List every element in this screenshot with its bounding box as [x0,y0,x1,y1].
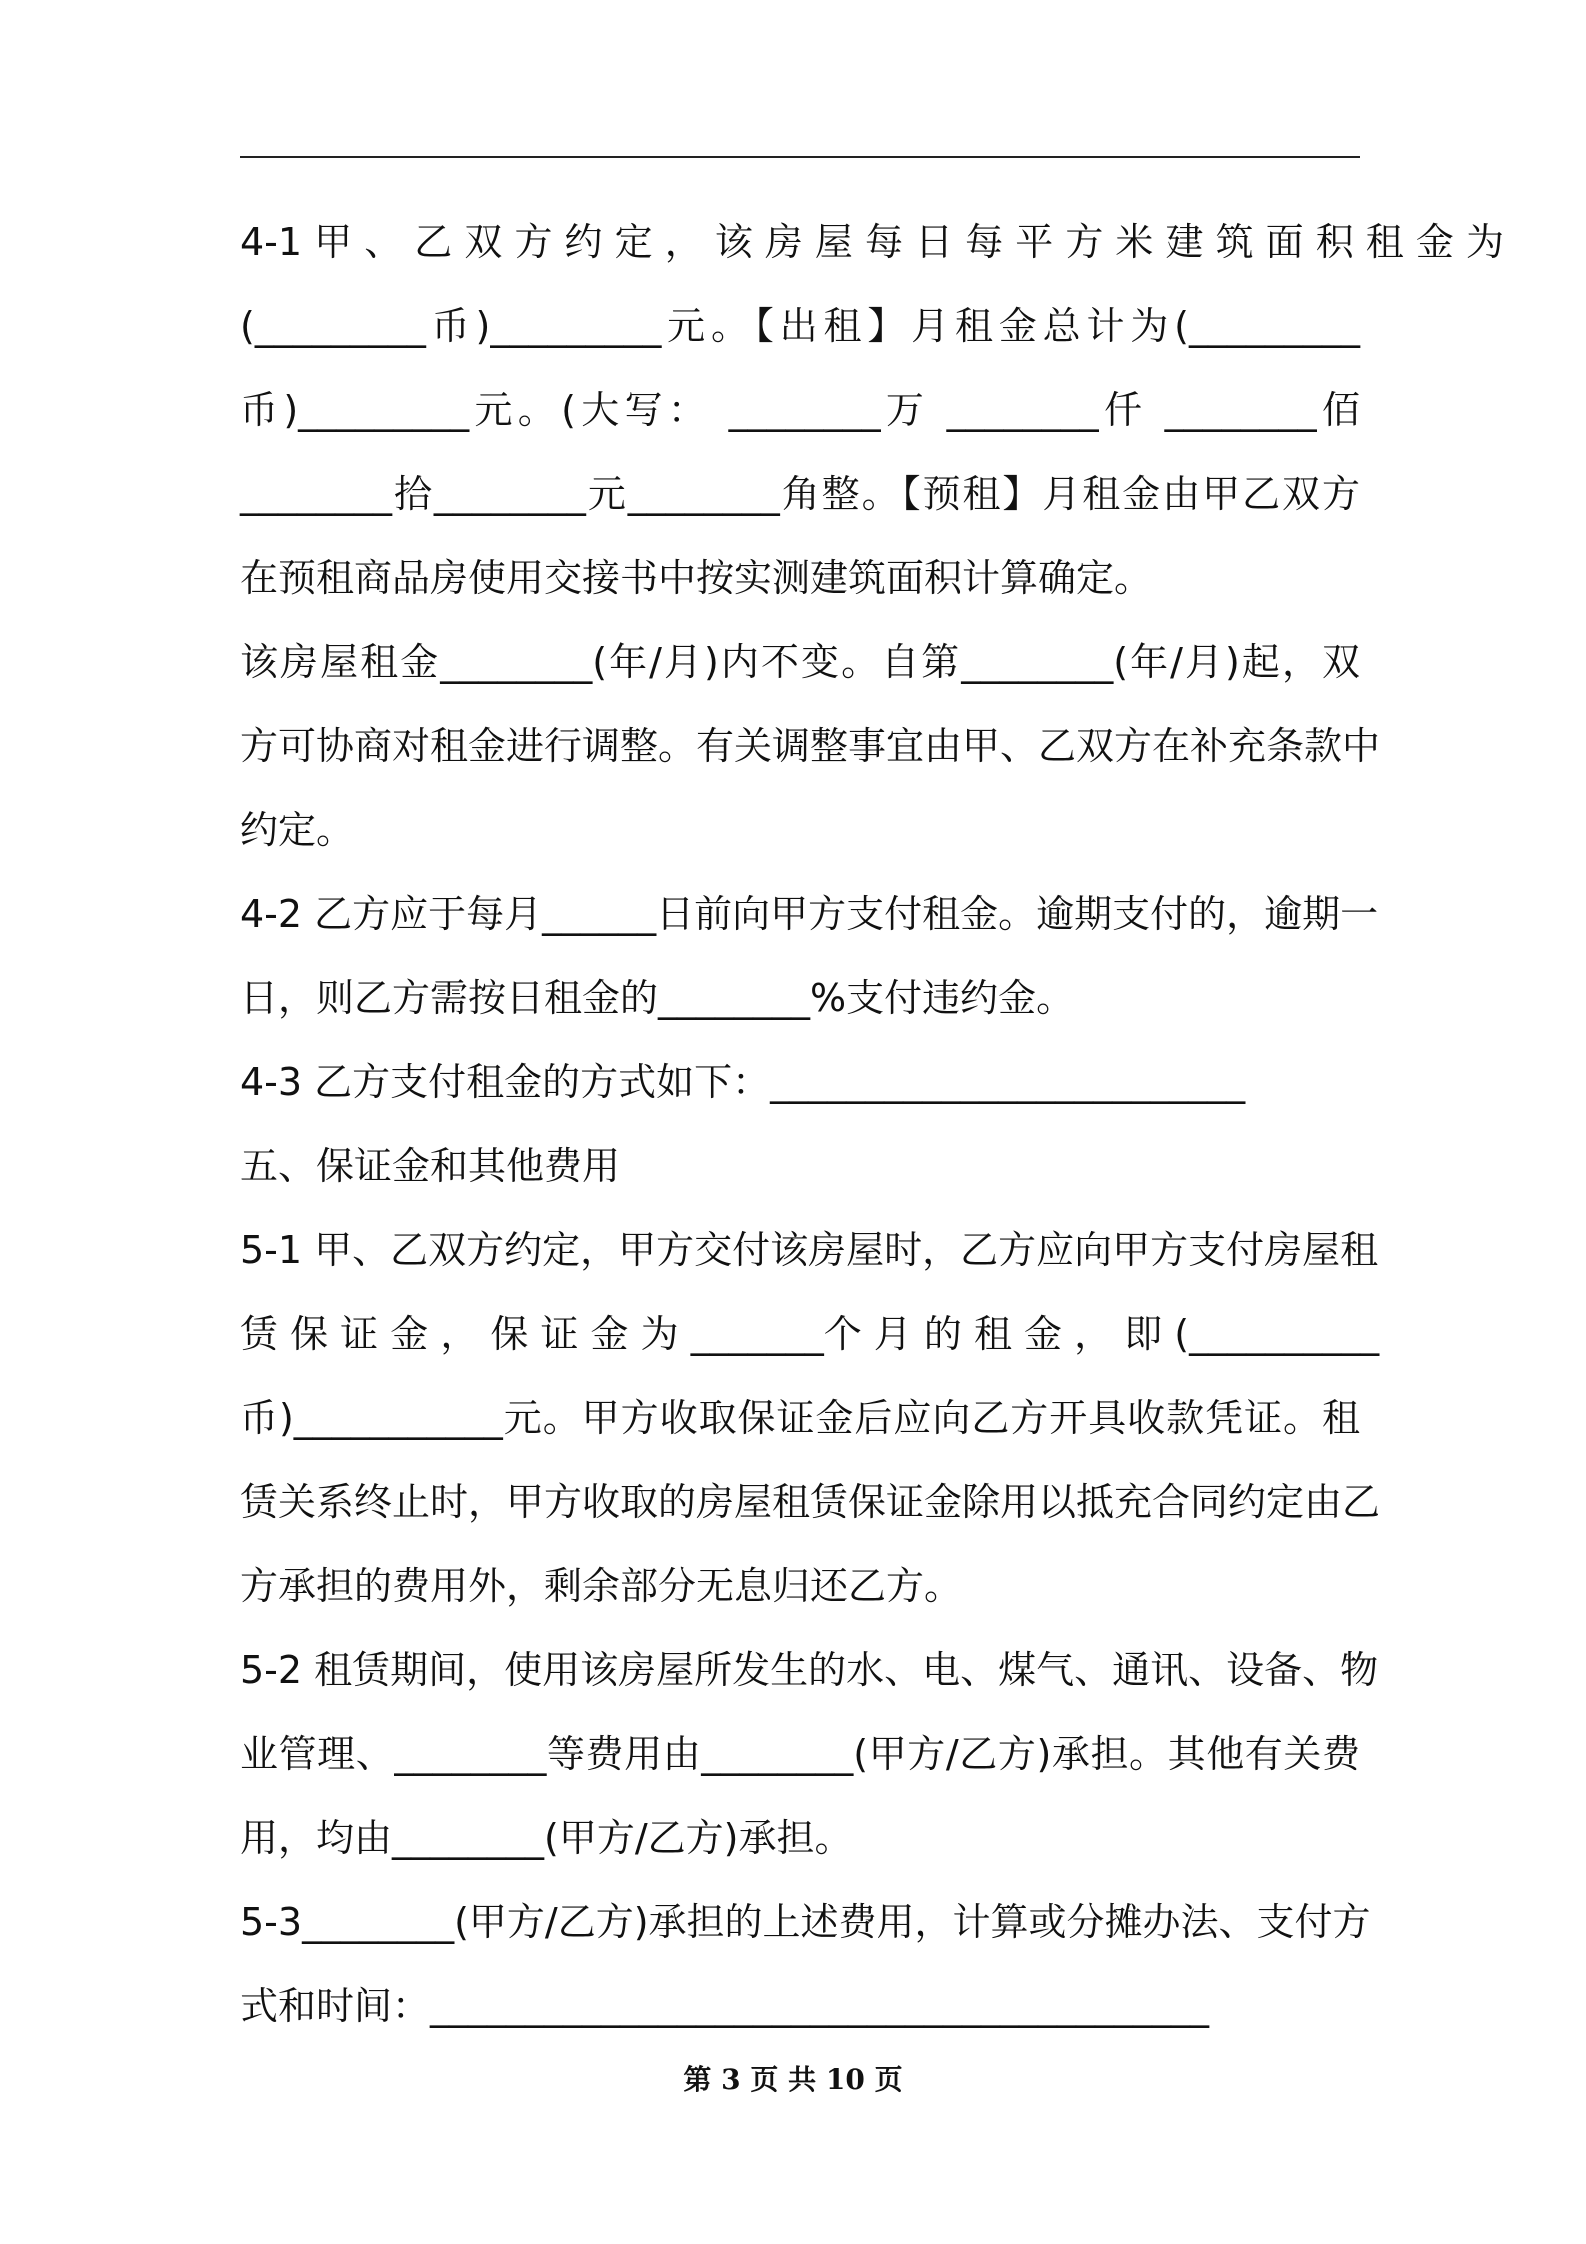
text-line: 用，均由________(甲方/乙方)承担。 [240,1816,853,1860]
text-line: 约定。 [240,808,355,852]
text-line: 4-2 乙方应于每月______日前向甲方支付租金。逾期支付的，逾期一 [240,892,1379,936]
text-line: 五、保证金和其他费用 [240,1144,621,1188]
text-line: 币)_________元。(大写： ________万 ________仟 ________佰 [240,388,1360,432]
text-line: 5-3________(甲方/乙方)承担的上述费用，计算或分摊办法、支付方 [240,1900,1371,1944]
text-line: 日，则乙方需按日租金的________%支付违约金。 [240,976,1075,1020]
text-line: 业管理、________等费用由________(甲方/乙方)承担。其他有关费 [240,1732,1360,1776]
text-line: 5-2 租赁期间，使用该房屋所发生的水、电、煤气、通讯、设备、物 [240,1648,1379,1692]
text-line: 该房屋租金________(年/月)内不变。自第________(年/月)起，双 [240,640,1360,684]
text-line: 4-3 乙方支付租金的方式如下：_________________________ [240,1060,1246,1104]
text-line: 4-1 甲 、 乙 双 方 约 定 ， 该 房 屋 每 日 每 平 方 米 建 筑 面 积 租 金 为 [240,220,1504,264]
text-line: ________拾________元________角整。【预租】月租金由甲乙双方 [240,472,1360,516]
text-line: 方可协商对租金进行调整。有关调整事宜由甲、乙双方在补充条款中 [240,724,1381,768]
text-line: 式和时间：_________________________________________ [240,1984,1210,2028]
text-line: 在预租商品房使用交接书中按实测建筑面积计算确定。 [240,556,1153,600]
text-line: 方承担的费用外，剩余部分无息归还乙方。 [240,1564,963,1608]
text-line: 赁 保 证 金 ， 保 证 金 为 _______个 月 的 租 金 ， 即 (__________ [240,1312,1380,1356]
text-line: 5-1 甲、乙双方约定，甲方交付该房屋时，乙方应向甲方支付房屋租 [240,1228,1379,1272]
text-line: 币)___________元。甲方收取保证金后应向乙方开具收款凭证。租 [240,1396,1360,1440]
page-number: 第 3 页 共 10 页 [683,2063,903,2096]
header-divider [240,156,1360,158]
text-line: 赁关系终止时，甲方收取的房屋租赁保证金除用以抵充合同约定由乙 [240,1480,1381,1524]
contract-body [240,200,1504,2048]
text-line: (_________币)_________元。【出租】月租金总计为(_________ [240,304,1360,348]
